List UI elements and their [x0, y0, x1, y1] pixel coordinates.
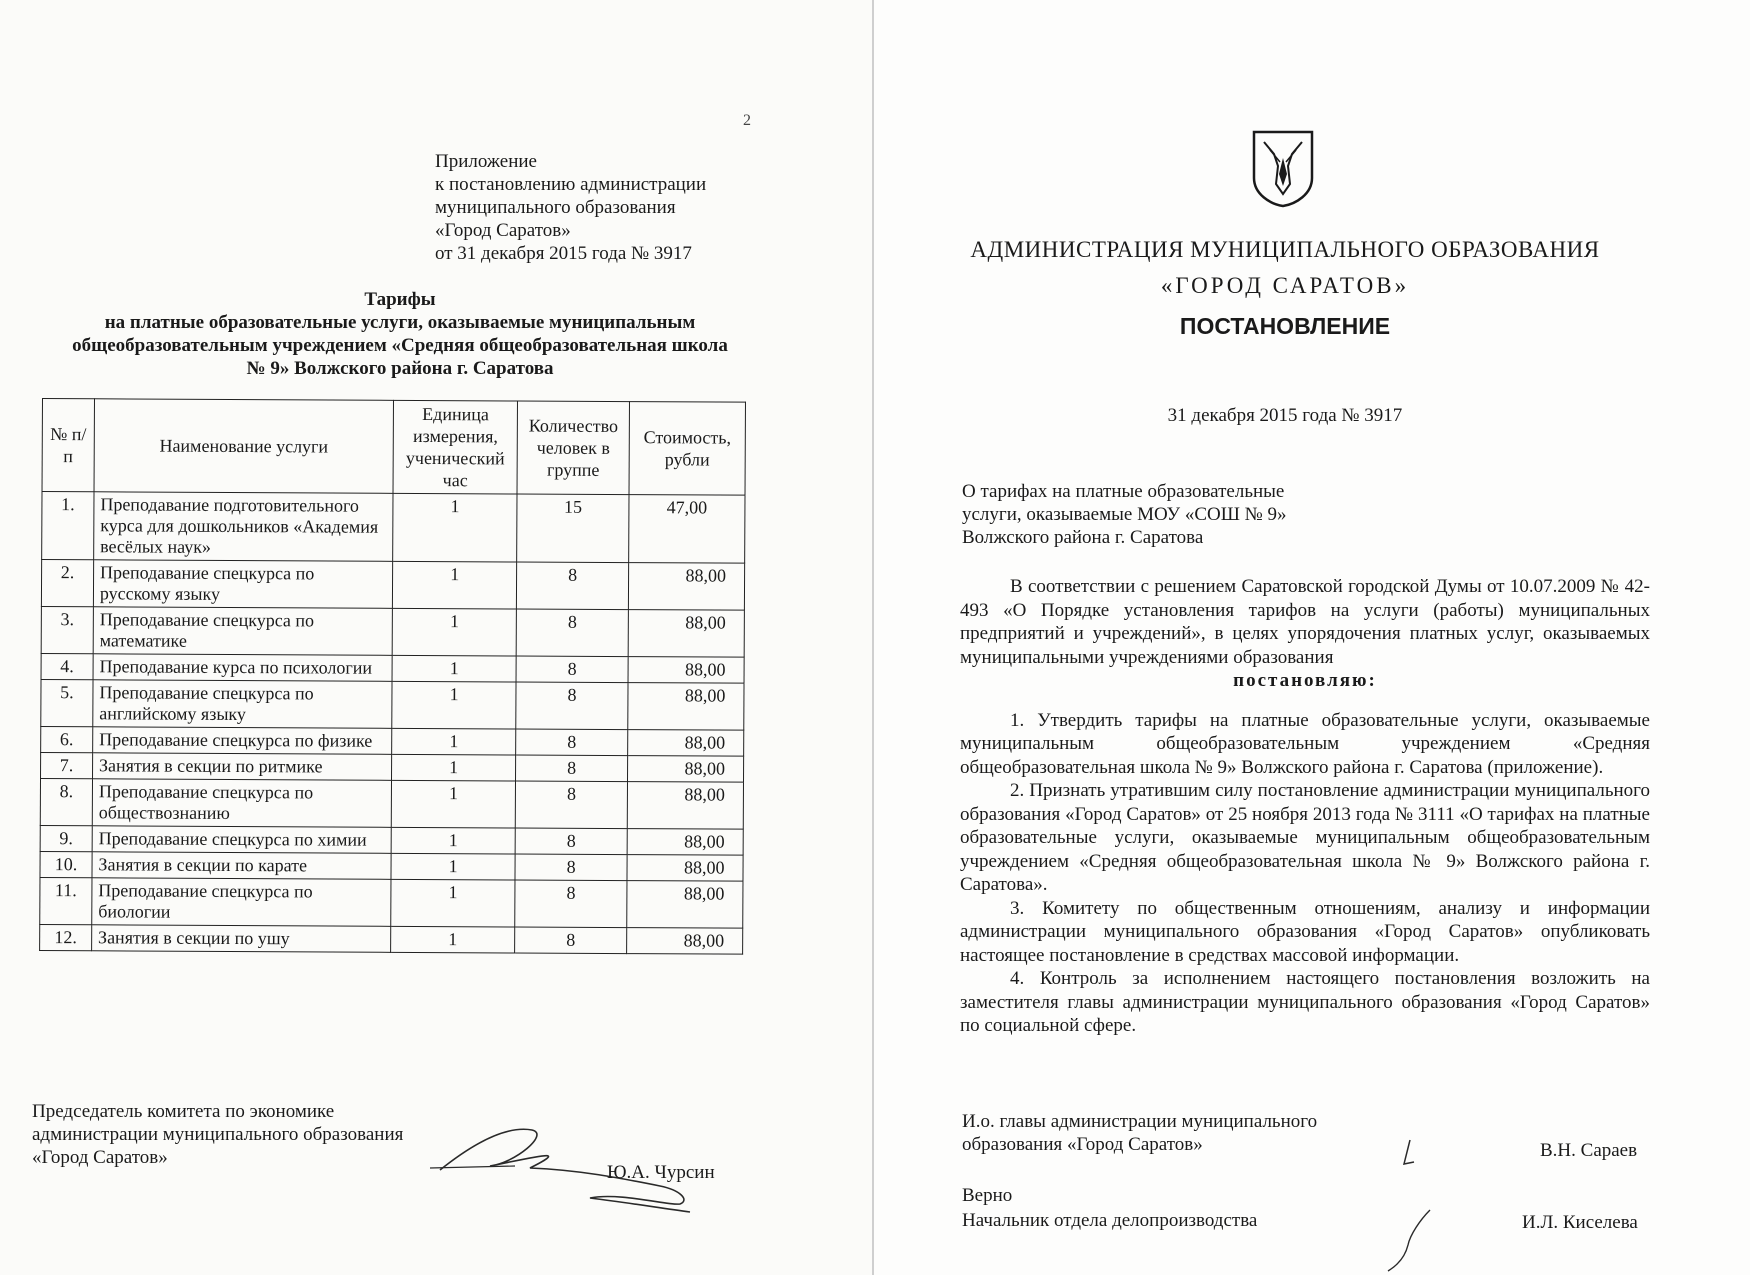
- row-unit: 1: [391, 827, 515, 854]
- table-header-row: [42, 399, 745, 496]
- city-line: «ГОРОД САРАТОВ»: [1160, 273, 1410, 298]
- row-unit: 1: [392, 728, 516, 755]
- row-group: 15: [517, 494, 629, 563]
- chair-signature-block: [32, 1100, 403, 1169]
- row-num: 5.: [41, 679, 93, 726]
- row-price: 88,00: [627, 855, 743, 882]
- administration-title: [960, 232, 1610, 304]
- row-num: 8.: [40, 778, 92, 825]
- tariffs-title: Тарифы: [364, 289, 436, 310]
- col-header-group: Количество человек в группе: [517, 401, 629, 495]
- row-unit: 1: [391, 780, 515, 828]
- table-row: [41, 653, 744, 683]
- subject-line: Волжского района г. Саратова: [962, 527, 1204, 548]
- row-unit: 1: [392, 681, 516, 729]
- decree-item: 3. Комитету по общественным отношениям, анализу и информации администрации муниципального образования «Город Саратов» опубликовать настоящее постановление в средствах массовой информации.: [960, 897, 1650, 966]
- row-price: 88,00: [628, 683, 744, 731]
- row-price: 88,00: [627, 928, 743, 955]
- appendix-line: Приложение: [435, 151, 537, 172]
- col-header-service: Наименование услуги: [94, 399, 394, 494]
- decree-item: 1. Утвердить тарифы на платные образовательные услуги, оказываемые муниципальным общеобразовательным учреждением «Средняя общеобразовательная школа № 9» Волжского района г. Саратова (приложение).: [960, 709, 1650, 778]
- acting-head-line: И.о. главы администрации муниципального: [962, 1111, 1318, 1132]
- table-row: [41, 726, 744, 756]
- row-price: 88,00: [628, 657, 744, 684]
- tariffs-subtitle: на платные образовательные услуги, оказываемые муниципальным общеобразовательным учреждением «Средняя общеобразовательная школа № 9» Волжского района г. Саратова: [72, 312, 728, 379]
- row-unit: 1: [391, 879, 515, 927]
- row-service: Занятия в секции по ритмике: [92, 753, 391, 781]
- row-service: Преподавание спецкурса по математике: [93, 607, 393, 656]
- office-head-title: Начальник отдела делопроизводства: [962, 1210, 1258, 1231]
- row-unit: 1: [392, 754, 516, 781]
- row-service: Преподавание спецкурса по химии: [92, 826, 391, 854]
- table-row: [41, 560, 744, 611]
- page-number: 2: [743, 112, 751, 129]
- row-group: 8: [516, 609, 628, 657]
- table-row: [40, 778, 743, 829]
- row-num: 3.: [41, 606, 93, 653]
- row-price: 88,00: [627, 881, 743, 929]
- row-group: 8: [516, 755, 628, 782]
- row-group: 8: [515, 854, 627, 881]
- row-service: Преподавание курса по психологии: [93, 654, 392, 682]
- verno-label: Верно: [962, 1185, 1013, 1206]
- row-group: 8: [517, 562, 629, 610]
- row-group: 8: [516, 729, 628, 756]
- row-unit: 1: [393, 493, 517, 562]
- decree-body: [960, 575, 1650, 1038]
- row-service: Преподавание спецкурса по английскому языку: [93, 680, 393, 729]
- office-head-signature: [1380, 1205, 1440, 1275]
- appendix-line: «Город Саратов»: [435, 220, 571, 241]
- row-unit: 1: [392, 608, 516, 656]
- row-group: 8: [515, 781, 627, 829]
- col-header-num: № п/п: [42, 399, 94, 492]
- row-service: Преподавание спецкурса по обществознанию: [92, 779, 392, 828]
- appendix-line: муниципального образования: [435, 197, 676, 218]
- row-unit: 1: [392, 655, 516, 682]
- row-price: 88,00: [628, 756, 744, 783]
- table-row: [41, 606, 744, 657]
- row-service: Преподавание спецкурса по русскому языку: [93, 560, 393, 609]
- subject-line: услуги, оказываемые МОУ «СОШ № 9»: [962, 504, 1287, 525]
- decree-subject: [962, 480, 1287, 549]
- col-header-price: Стоимость, рубли: [629, 402, 745, 496]
- row-unit: 1: [391, 853, 515, 880]
- row-num: 9.: [40, 825, 92, 851]
- row-group: 8: [516, 682, 628, 730]
- row-num: 6.: [41, 726, 93, 752]
- row-price: 47,00: [629, 495, 745, 564]
- table-row: [40, 877, 743, 928]
- certification-block: [962, 1183, 1257, 1233]
- office-head-name: И.Л. Киселева: [1522, 1212, 1638, 1233]
- decree-item: 2. Признать утратившим силу постановление администрации муниципального образования «Город Саратов» от 25 ноября 2013 года № 3111 «О тарифах на платные образовательные услуги, оказываемые муниципальным общеобразовательным учреждением «Средняя общеобразовательная школа № 9» Волжского района г. Саратова».: [960, 780, 1650, 895]
- chair-line: Председатель комитета по экономике: [32, 1101, 335, 1122]
- row-num: 12.: [40, 924, 92, 950]
- tariffs-heading: [40, 288, 760, 380]
- row-service: Преподавание спецкурса по физике: [93, 727, 392, 755]
- row-num: 1.: [42, 492, 94, 560]
- acting-head-block: [962, 1110, 1317, 1156]
- table-row: [40, 851, 743, 881]
- table-row: [41, 752, 744, 782]
- row-price: 88,00: [628, 610, 744, 658]
- table-row: [40, 924, 743, 954]
- appendix-line: к постановлению администрации: [435, 174, 707, 195]
- acting-head-signature: [1398, 1138, 1418, 1168]
- row-service: Преподавание подготовительного курса для дошкольников «Академия весёлых наук»: [94, 492, 394, 562]
- acting-head-line: образования «Город Саратов»: [962, 1134, 1203, 1155]
- row-num: 2.: [41, 560, 93, 607]
- acting-head-name: В.Н. Сараев: [1540, 1140, 1638, 1161]
- resolve-word: постановляю:: [1233, 670, 1377, 691]
- appendix-header: [435, 150, 706, 265]
- row-num: 4.: [41, 653, 93, 679]
- row-unit: 1: [391, 926, 515, 953]
- row-num: 7.: [41, 752, 93, 778]
- row-price: 88,00: [628, 730, 744, 757]
- table-row: [42, 492, 745, 564]
- row-group: 8: [515, 828, 627, 855]
- saratov-coat-of-arms-emblem: [1250, 128, 1316, 208]
- decree-item: 4. Контроль за исполнением настоящего постановления возложить на заместителя главы администрации муниципального образования «Город Саратов» по социальной сфере.: [960, 968, 1650, 1036]
- row-price: 88,00: [627, 782, 743, 830]
- row-num: 11.: [40, 877, 92, 924]
- document-type: ПОСТАНОВЛЕНИЕ: [1179, 313, 1391, 339]
- chair-line: «Город Саратов»: [32, 1147, 168, 1168]
- row-group: 8: [515, 927, 627, 954]
- table-row: [40, 825, 743, 855]
- row-service: Преподавание спецкурса по биологии: [92, 878, 392, 927]
- row-unit: 1: [393, 561, 517, 609]
- row-price: 88,00: [627, 829, 743, 856]
- table-row: [41, 679, 744, 730]
- chair-line: администрации муниципального образования: [32, 1124, 404, 1145]
- row-service: Занятия в секции по карате: [92, 852, 391, 880]
- appendix-page: [0, 0, 872, 1275]
- col-header-unit: Единица измерения, ученический час: [393, 400, 517, 494]
- decree-date: 31 декабря 2015 года № 3917: [1167, 405, 1403, 426]
- row-price: 88,00: [628, 563, 744, 611]
- row-group: 8: [515, 880, 627, 928]
- row-num: 10.: [40, 851, 92, 877]
- administration-line: АДМИНИСТРАЦИЯ МУНИЦИПАЛЬНОГО ОБРАЗОВАНИЯ: [970, 237, 1600, 262]
- row-group: 8: [516, 656, 628, 683]
- appendix-line: от 31 декабря 2015 года № 3917: [435, 243, 692, 264]
- tariffs-table: [39, 398, 746, 955]
- chair-name: Ю.А. Чурсин: [607, 1162, 715, 1183]
- subject-line: О тарифах на платные образовательные: [962, 481, 1285, 502]
- row-service: Занятия в секции по ушу: [92, 925, 391, 953]
- preamble: В соответствии с решением Саратовской городской Думы от 10.07.2009 № 42-493 «О Порядке установления тарифов на услуги (работы) муниципальных предприятий и учреждений», в целях упорядочения платных услуг, оказываемых муниципальными учреждениями образования: [960, 576, 1650, 668]
